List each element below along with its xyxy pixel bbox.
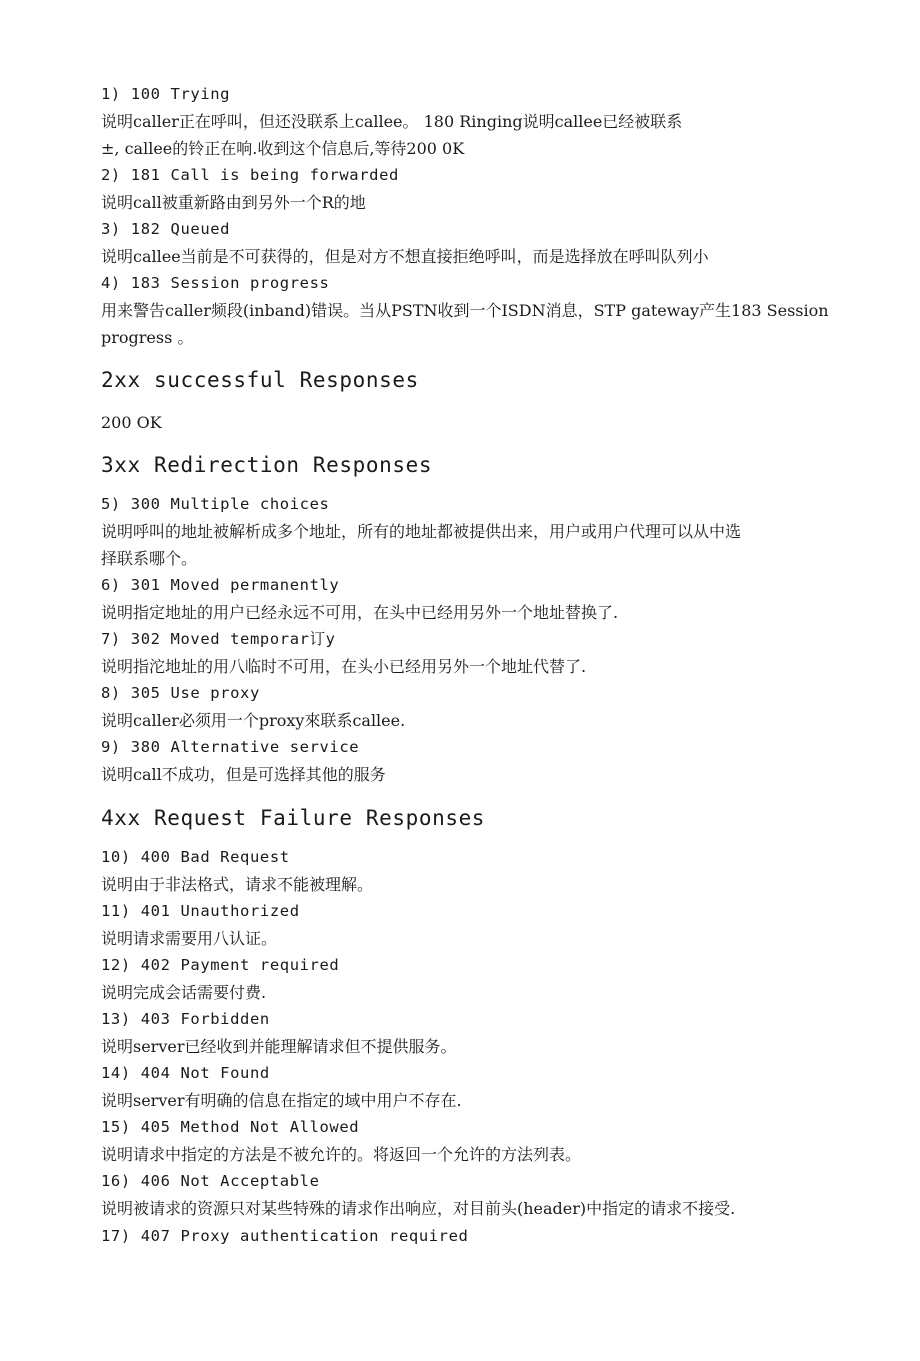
description-line: 说明caller必须用一个proxy來联系callee. [101, 711, 406, 730]
status-code-line: 2) 181 Call is being forwarded [101, 166, 399, 184]
description-line: 说明完成会话需要付费. [101, 983, 267, 1002]
description-line: 说明呼叫的地址被解析成多个地址，所有的地址都被提供出来，用户或用户代理可以从中选 [101, 522, 742, 541]
description-line: 择联系哪个。 [101, 549, 198, 568]
section-heading: 4xx Request Failure Responses [101, 806, 486, 830]
status-code-line: 16) 406 Not Acceptable [101, 1172, 320, 1190]
description-line: 说明请求中指定的方法是不被允许的。将返回一个允许的方法列表。 [101, 1145, 582, 1164]
description-line: 说明请求需要用八认证。 [101, 929, 278, 948]
status-code-line: 13) 403 Forbidden [101, 1010, 270, 1028]
description-line: 说明被请求的资源只对某些特殊的请求作出响应，对目前头(header)中指定的请求不接受. [101, 1199, 736, 1218]
description-line: progress 。 [101, 328, 194, 347]
status-code-line: 14) 404 Not Found [101, 1064, 270, 1082]
status-code-line: 7) 302 Moved temporar订y [101, 630, 336, 648]
status-code-line: 4) 183 Session progress [101, 274, 330, 292]
status-code-line: 11) 401 Unauthorized [101, 902, 300, 920]
description-line: 说明callee当前是不可获得的，但是对方不想直接拒绝呼叫，而是选择放在呼叫队列小 [101, 247, 709, 266]
section-heading: 3xx Redirection Responses [101, 453, 433, 477]
status-code-line: 3) 182 Queued [101, 220, 231, 238]
description-line: 说明由于非法格式，请求不能被理解。 [101, 875, 374, 894]
description-line: 说明call不成功，但是可选择其他的服务 [101, 765, 386, 784]
status-code-line: 15) 405 Method Not Allowed [101, 1118, 360, 1136]
status-code-line: 9) 380 Alternative service [101, 738, 360, 756]
description-line: 用来警告caller频段(inband)错误。当从PSTN收到一个ISDN消息，STP gateway产生183 Session [101, 301, 829, 320]
section-heading: 2xx successful Responses [101, 368, 419, 392]
description-line: ±, callee的铃正在响.收到这个信息后,等待200 0K [101, 139, 465, 158]
description-line: 说明指沱地址的用八临时不可用，在头小已经用另外一个地址代替了. [101, 657, 587, 676]
status-code-line: 6) 301 Moved permanently [101, 576, 340, 594]
status-code-line: 1) 100 Trying [101, 85, 231, 103]
description-line: 说明server有明确的信息在指定的域中用户不存在. [101, 1091, 462, 1110]
description-line: 说明server已经收到并能理解请求但不提供服务。 [101, 1037, 457, 1056]
status-code-line: 17) 407 Proxy authentication required [101, 1227, 469, 1245]
description-line: 说明caller正在呼叫，但还没联系上callee。 180 Ringing说明callee已经被联系 [101, 112, 683, 131]
status-code-line: 5) 300 Multiple choices [101, 495, 330, 513]
status-code-line: 10) 400 Bad Request [101, 848, 290, 866]
description-line: 说明call被重新路由到另外一个R的地 [101, 193, 366, 212]
status-code-line: 8) 305 Use proxy [101, 684, 260, 702]
description-line: 200 OK [101, 413, 162, 432]
description-line: 说明指定地址的用户已经永远不可用，在头中已经用另外一个地址替换了. [101, 603, 619, 622]
status-code-line: 12) 402 Payment required [101, 956, 340, 974]
